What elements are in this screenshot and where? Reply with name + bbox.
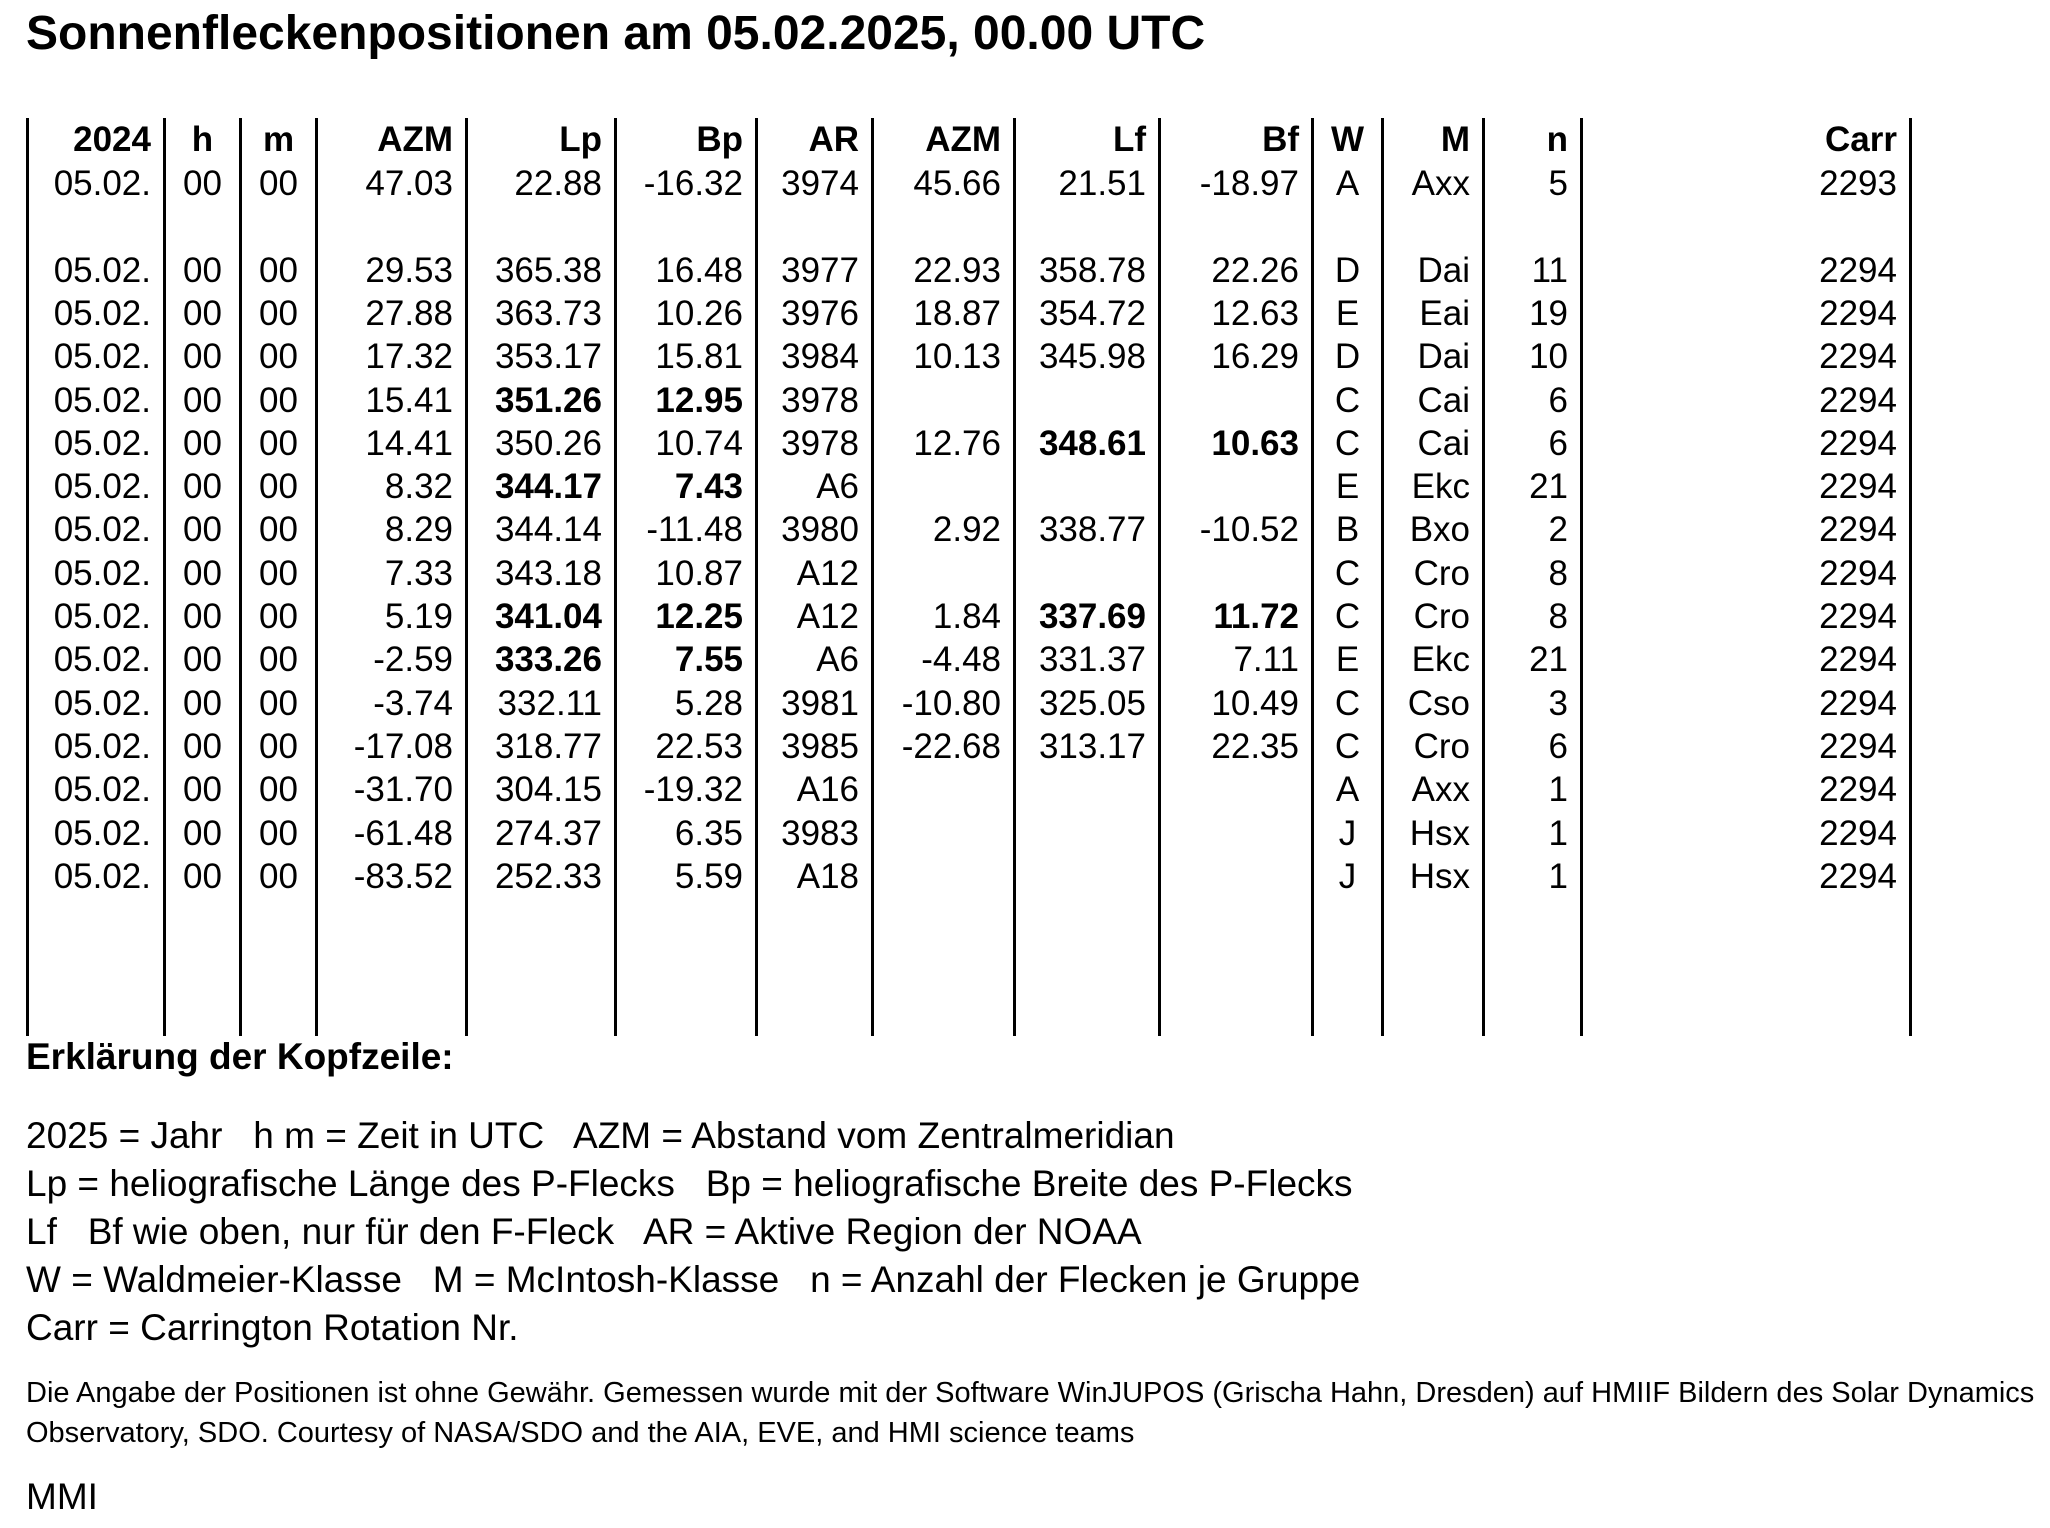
table-cell-azm-p: 8.32 xyxy=(384,467,453,506)
table-cell-waldmeier: C xyxy=(1334,381,1361,420)
table-cell-lf: 313.17 xyxy=(1038,727,1146,766)
table-cell-waldmeier: A xyxy=(1335,164,1360,203)
table-cell-date: 05.02. xyxy=(53,684,151,723)
table-cell-azm-p: 8.29 xyxy=(384,510,453,549)
table-cell-minute: 00 xyxy=(259,684,298,723)
column-header-date: 2024 xyxy=(73,120,151,159)
table-cell-mcintosh: Cai xyxy=(1417,424,1470,463)
table-cell-mcintosh: Bxo xyxy=(1409,510,1470,549)
column-header-azm-f: AZM xyxy=(925,120,1001,159)
table-cell-hour: 00 xyxy=(183,294,222,333)
table-cell-bp: -19.32 xyxy=(643,770,743,809)
column-header-azm-p: AZM xyxy=(377,120,453,159)
table-cell-lf: 337.69 xyxy=(1038,597,1146,636)
table-cell-ar: 3978 xyxy=(781,424,859,463)
table-cell-azm-f: 2.92 xyxy=(932,510,1001,549)
table-cell-waldmeier: E xyxy=(1335,294,1360,333)
table-cell-date: 05.02. xyxy=(53,337,151,376)
table-cell-minute: 00 xyxy=(259,597,298,636)
table-cell-date: 05.02. xyxy=(53,164,151,203)
table-cell-mcintosh: Ekc xyxy=(1411,640,1470,679)
column-header-carrington: Carr xyxy=(1825,120,1897,159)
table-cell-lp: 344.17 xyxy=(494,467,602,506)
table-cell-count: 10 xyxy=(1529,337,1568,376)
table-gridline xyxy=(1909,118,1912,1036)
table-cell-hour: 00 xyxy=(183,770,222,809)
table-cell-carrington: 2293 xyxy=(1819,164,1897,203)
table-cell-hour: 00 xyxy=(183,467,222,506)
table-cell-count: 3 xyxy=(1548,684,1568,723)
table-cell-azm-f: -22.68 xyxy=(901,727,1001,766)
table-cell-lf: 338.77 xyxy=(1038,510,1146,549)
table-cell-bp: 12.95 xyxy=(655,381,743,420)
table-cell-date: 05.02. xyxy=(53,510,151,549)
table-cell-bf: 7.11 xyxy=(1233,640,1299,679)
table-cell-count: 8 xyxy=(1548,597,1568,636)
table-cell-ar: 3983 xyxy=(781,814,859,853)
table-cell-hour: 00 xyxy=(183,597,222,636)
table-cell-waldmeier: C xyxy=(1334,424,1361,463)
table-cell-lp: 351.26 xyxy=(494,381,602,420)
legend-line-3: Lf Bf wie oben, nur für den F-Fleck AR = Aktive Region der NOAA xyxy=(26,1211,1142,1252)
legend-line-5: Carr = Carrington Rotation Nr. xyxy=(26,1307,519,1348)
table-cell-bp: 10.26 xyxy=(655,294,743,333)
table-cell-bp: 10.74 xyxy=(655,424,743,463)
table-cell-lp: 22.88 xyxy=(514,164,602,203)
table-cell-minute: 00 xyxy=(259,337,298,376)
table-cell-lp: 333.26 xyxy=(494,640,602,679)
table-cell-mcintosh: Dai xyxy=(1417,251,1470,290)
table-cell-carrington: 2294 xyxy=(1819,381,1897,420)
table-cell-date: 05.02. xyxy=(53,381,151,420)
table-cell-carrington: 2294 xyxy=(1819,770,1897,809)
table-cell-mcintosh: Hsx xyxy=(1409,857,1470,896)
table-cell-mcintosh: Cro xyxy=(1413,597,1470,636)
legend-line-1: 2025 = Jahr h m = Zeit in UTC AZM = Abstand vom Zentralmeridian xyxy=(26,1115,1175,1156)
table-cell-mcintosh: Cai xyxy=(1417,381,1470,420)
table-cell-waldmeier: J xyxy=(1338,857,1357,896)
table-cell-date: 05.02. xyxy=(53,814,151,853)
table-cell-azm-p: 27.88 xyxy=(365,294,453,333)
table-cell-date: 05.02. xyxy=(53,294,151,333)
table-cell-lf: 331.37 xyxy=(1038,640,1146,679)
table-cell-count: 8 xyxy=(1548,554,1568,593)
table-cell-minute: 00 xyxy=(259,814,298,853)
table-cell-mcintosh: Cro xyxy=(1413,727,1470,766)
table-cell-bp: -16.32 xyxy=(643,164,743,203)
table-cell-azm-p: 47.03 xyxy=(365,164,453,203)
table-cell-minute: 00 xyxy=(259,554,298,593)
table-cell-bf: 22.35 xyxy=(1211,727,1299,766)
table-cell-waldmeier: C xyxy=(1334,554,1361,593)
table-cell-bp: 22.53 xyxy=(655,727,743,766)
table-cell-bf: 11.72 xyxy=(1213,597,1299,636)
table-cell-azm-p: 14.41 xyxy=(365,424,453,463)
table-cell-waldmeier: C xyxy=(1334,684,1361,723)
table-cell-azm-f: 12.76 xyxy=(913,424,1001,463)
table-cell-carrington: 2294 xyxy=(1819,467,1897,506)
table-cell-lp: 318.77 xyxy=(494,727,602,766)
table-cell-hour: 00 xyxy=(183,814,222,853)
table-cell-waldmeier: A xyxy=(1335,770,1360,809)
table-cell-count: 6 xyxy=(1548,424,1568,463)
table-cell-azm-f: -10.80 xyxy=(901,684,1001,723)
table-cell-count: 6 xyxy=(1548,381,1568,420)
table-cell-minute: 00 xyxy=(259,857,298,896)
table-cell-minute: 00 xyxy=(259,510,298,549)
table-cell-carrington: 2294 xyxy=(1819,597,1897,636)
table-cell-ar: 3978 xyxy=(781,381,859,420)
table-cell-ar: A16 xyxy=(796,770,859,809)
signature: MMI xyxy=(26,1476,98,1517)
column-header-hour: h xyxy=(191,120,214,159)
table-cell-bp: -11.48 xyxy=(646,510,743,549)
table-cell-bf: 22.26 xyxy=(1211,251,1299,290)
table-cell-ar: A12 xyxy=(796,597,859,636)
table-cell-bf: 10.49 xyxy=(1211,684,1299,723)
table-cell-carrington: 2294 xyxy=(1819,510,1897,549)
table-cell-lp: 332.11 xyxy=(497,684,602,723)
table-cell-bp: 7.43 xyxy=(674,467,743,506)
table-cell-lf: 21.51 xyxy=(1058,164,1146,203)
table-cell-azm-p: -17.08 xyxy=(353,727,453,766)
table-cell-lf: 348.61 xyxy=(1038,424,1146,463)
table-cell-mcintosh: Hsx xyxy=(1409,814,1470,853)
column-header-bp: Bp xyxy=(696,120,743,159)
legend-line-2: Lp = heliografische Länge des P-Flecks Bp = heliografische Breite des P-Flecks xyxy=(26,1163,1353,1204)
table-cell-mcintosh: Eai xyxy=(1419,294,1470,333)
table-cell-minute: 00 xyxy=(259,294,298,333)
table-cell-bp: 5.28 xyxy=(674,684,743,723)
table-cell-lp: 365.38 xyxy=(494,251,602,290)
table-cell-date: 05.02. xyxy=(53,770,151,809)
column-header-count: n xyxy=(1546,120,1568,159)
table-cell-date: 05.02. xyxy=(53,640,151,679)
table-cell-ar: 3977 xyxy=(781,251,859,290)
table-cell-count: 6 xyxy=(1548,727,1568,766)
table-cell-bp: 5.59 xyxy=(674,857,743,896)
table-cell-hour: 00 xyxy=(183,857,222,896)
table-cell-ar: 3976 xyxy=(781,294,859,333)
table-cell-azm-p: 7.33 xyxy=(384,554,453,593)
table-cell-waldmeier: C xyxy=(1334,727,1361,766)
table-cell-date: 05.02. xyxy=(53,424,151,463)
table-cell-waldmeier: J xyxy=(1338,814,1357,853)
column-header-mcintosh: M xyxy=(1440,120,1470,159)
table-cell-ar: A6 xyxy=(816,467,859,506)
table-cell-azm-p: 17.32 xyxy=(365,337,453,376)
table-cell-bp: 12.25 xyxy=(655,597,743,636)
table-cell-ar: 3980 xyxy=(781,510,859,549)
table-cell-ar: 3985 xyxy=(781,727,859,766)
table-cell-bp: 15.81 xyxy=(655,337,743,376)
table-cell-bf: -18.97 xyxy=(1199,164,1299,203)
legend-line-4: W = Waldmeier-Klasse M = McIntosh-Klasse n = Anzahl der Flecken je Gruppe xyxy=(26,1259,1361,1300)
table-cell-count: 21 xyxy=(1529,467,1568,506)
table-cell-azm-p: -61.48 xyxy=(353,814,453,853)
table-cell-minute: 00 xyxy=(259,467,298,506)
table-cell-bp: 7.55 xyxy=(674,640,743,679)
column-header-ar: AR xyxy=(808,120,859,159)
table-cell-lf: 354.72 xyxy=(1038,294,1146,333)
table-cell-bp: 10.87 xyxy=(655,554,743,593)
table-cell-carrington: 2294 xyxy=(1819,251,1897,290)
column-header-bf: Bf xyxy=(1262,120,1299,159)
table-cell-azm-p: -3.74 xyxy=(373,684,453,723)
table-cell-mcintosh: Axx xyxy=(1411,164,1470,203)
table-cell-mcintosh: Axx xyxy=(1411,770,1470,809)
table-cell-hour: 00 xyxy=(183,164,222,203)
table-cell-bf: 12.63 xyxy=(1211,294,1299,333)
table-cell-waldmeier: E xyxy=(1335,640,1360,679)
table-cell-ar: 3981 xyxy=(781,684,859,723)
table-cell-azm-f: 45.66 xyxy=(913,164,1001,203)
table-cell-date: 05.02. xyxy=(53,727,151,766)
table-cell-azm-p: -83.52 xyxy=(353,857,453,896)
table-cell-lf: 358.78 xyxy=(1038,251,1146,290)
table-cell-date: 05.02. xyxy=(53,554,151,593)
table-cell-hour: 00 xyxy=(183,510,222,549)
table-cell-waldmeier: C xyxy=(1334,597,1361,636)
table-cell-hour: 00 xyxy=(183,424,222,463)
table-cell-count: 2 xyxy=(1548,510,1568,549)
table-cell-lp: 350.26 xyxy=(494,424,602,463)
table-cell-date: 05.02. xyxy=(53,857,151,896)
disclaimer-text: Die Angabe der Positionen ist ohne Gewähr. Gemessen wurde mit der Software WinJUPOS (Grischa Hahn, Dresden) auf HMIIF Bildern des Solar Dynamics Observatory, SDO. Courtesy of NASA/SDO and the AIA, EVE, and HMI science teams xyxy=(26,1377,2035,1449)
table-cell-azm-f: -4.48 xyxy=(921,640,1001,679)
table-cell-bp: 6.35 xyxy=(674,814,743,853)
table-cell-lp: 304.15 xyxy=(494,770,602,809)
table-cell-hour: 00 xyxy=(183,337,222,376)
column-header-lf: Lf xyxy=(1112,120,1146,159)
table-cell-count: 11 xyxy=(1531,251,1568,290)
table-cell-bf: -10.52 xyxy=(1199,510,1299,549)
table-cell-lf: 345.98 xyxy=(1038,337,1146,376)
table-cell-bf: 10.63 xyxy=(1211,424,1299,463)
table-cell-hour: 00 xyxy=(183,251,222,290)
column-header-waldmeier: W xyxy=(1330,120,1365,159)
table-cell-date: 05.02. xyxy=(53,597,151,636)
table-cell-lp: 363.73 xyxy=(494,294,602,333)
table-cell-lp: 343.18 xyxy=(494,554,602,593)
page-title: Sonnenfleckenpositionen am 05.02.2025, 00.00 UTC xyxy=(26,7,1206,60)
table-cell-carrington: 2294 xyxy=(1819,294,1897,333)
table-cell-count: 21 xyxy=(1529,640,1568,679)
table-cell-waldmeier: D xyxy=(1334,337,1361,376)
table-cell-carrington: 2294 xyxy=(1819,424,1897,463)
table-cell-bf: 16.29 xyxy=(1211,337,1299,376)
table-cell-minute: 00 xyxy=(259,164,298,203)
table-cell-count: 19 xyxy=(1529,294,1568,333)
table-cell-azm-f: 18.87 xyxy=(913,294,1001,333)
table-cell-count: 1 xyxy=(1548,770,1568,809)
table-cell-azm-p: -2.59 xyxy=(373,640,453,679)
column-header-minute: m xyxy=(262,120,295,159)
table-cell-azm-f: 1.84 xyxy=(932,597,1001,636)
table-cell-hour: 00 xyxy=(183,640,222,679)
table-cell-minute: 00 xyxy=(259,770,298,809)
table-cell-azm-f: 10.13 xyxy=(913,337,1001,376)
table-cell-azm-p: 29.53 xyxy=(365,251,453,290)
table-cell-mcintosh: Cso xyxy=(1407,684,1470,723)
table-cell-ar: A12 xyxy=(796,554,859,593)
column-header-lp: Lp xyxy=(559,120,602,159)
table-cell-carrington: 2294 xyxy=(1819,554,1897,593)
table-cell-ar: 3984 xyxy=(781,337,859,376)
table-cell-waldmeier: E xyxy=(1335,467,1360,506)
table-cell-azm-p: 15.41 xyxy=(365,381,453,420)
table-cell-ar: A18 xyxy=(796,857,859,896)
table-cell-minute: 00 xyxy=(259,381,298,420)
table-cell-count: 1 xyxy=(1548,814,1568,853)
table-cell-azm-f: 22.93 xyxy=(913,251,1001,290)
table-cell-waldmeier: D xyxy=(1334,251,1361,290)
table-cell-lp: 274.37 xyxy=(494,814,602,853)
table-cell-count: 5 xyxy=(1548,164,1568,203)
table-cell-lp: 344.14 xyxy=(494,510,602,549)
table-cell-carrington: 2294 xyxy=(1819,857,1897,896)
table-cell-azm-p: -31.70 xyxy=(353,770,453,809)
table-cell-minute: 00 xyxy=(259,424,298,463)
table-cell-carrington: 2294 xyxy=(1819,814,1897,853)
table-cell-mcintosh: Cro xyxy=(1413,554,1470,593)
table-cell-carrington: 2294 xyxy=(1819,727,1897,766)
table-cell-hour: 00 xyxy=(183,684,222,723)
table-cell-minute: 00 xyxy=(259,251,298,290)
table-cell-mcintosh: Dai xyxy=(1417,337,1470,376)
table-cell-mcintosh: Ekc xyxy=(1411,467,1470,506)
table-cell-lf: 325.05 xyxy=(1038,684,1146,723)
table-cell-lp: 353.17 xyxy=(494,337,602,376)
table-cell-azm-p: 5.19 xyxy=(384,597,453,636)
table-cell-hour: 00 xyxy=(183,554,222,593)
table-cell-date: 05.02. xyxy=(53,467,151,506)
table-cell-waldmeier: B xyxy=(1335,510,1360,549)
legend-title: Erklärung der Kopfzeile: xyxy=(26,1036,454,1077)
table-cell-hour: 00 xyxy=(183,727,222,766)
table-cell-minute: 00 xyxy=(259,640,298,679)
table-cell-carrington: 2294 xyxy=(1819,337,1897,376)
table-cell-count: 1 xyxy=(1548,857,1568,896)
table-cell-bp: 16.48 xyxy=(655,251,743,290)
table-cell-hour: 00 xyxy=(183,381,222,420)
table-cell-date: 05.02. xyxy=(53,251,151,290)
table-cell-minute: 00 xyxy=(259,727,298,766)
table-cell-lp: 252.33 xyxy=(494,857,602,896)
table-cell-carrington: 2294 xyxy=(1819,640,1897,679)
table-cell-lp: 341.04 xyxy=(494,597,602,636)
table-cell-carrington: 2294 xyxy=(1819,684,1897,723)
table-cell-ar: A6 xyxy=(816,640,859,679)
table-cell-ar: 3974 xyxy=(781,164,859,203)
